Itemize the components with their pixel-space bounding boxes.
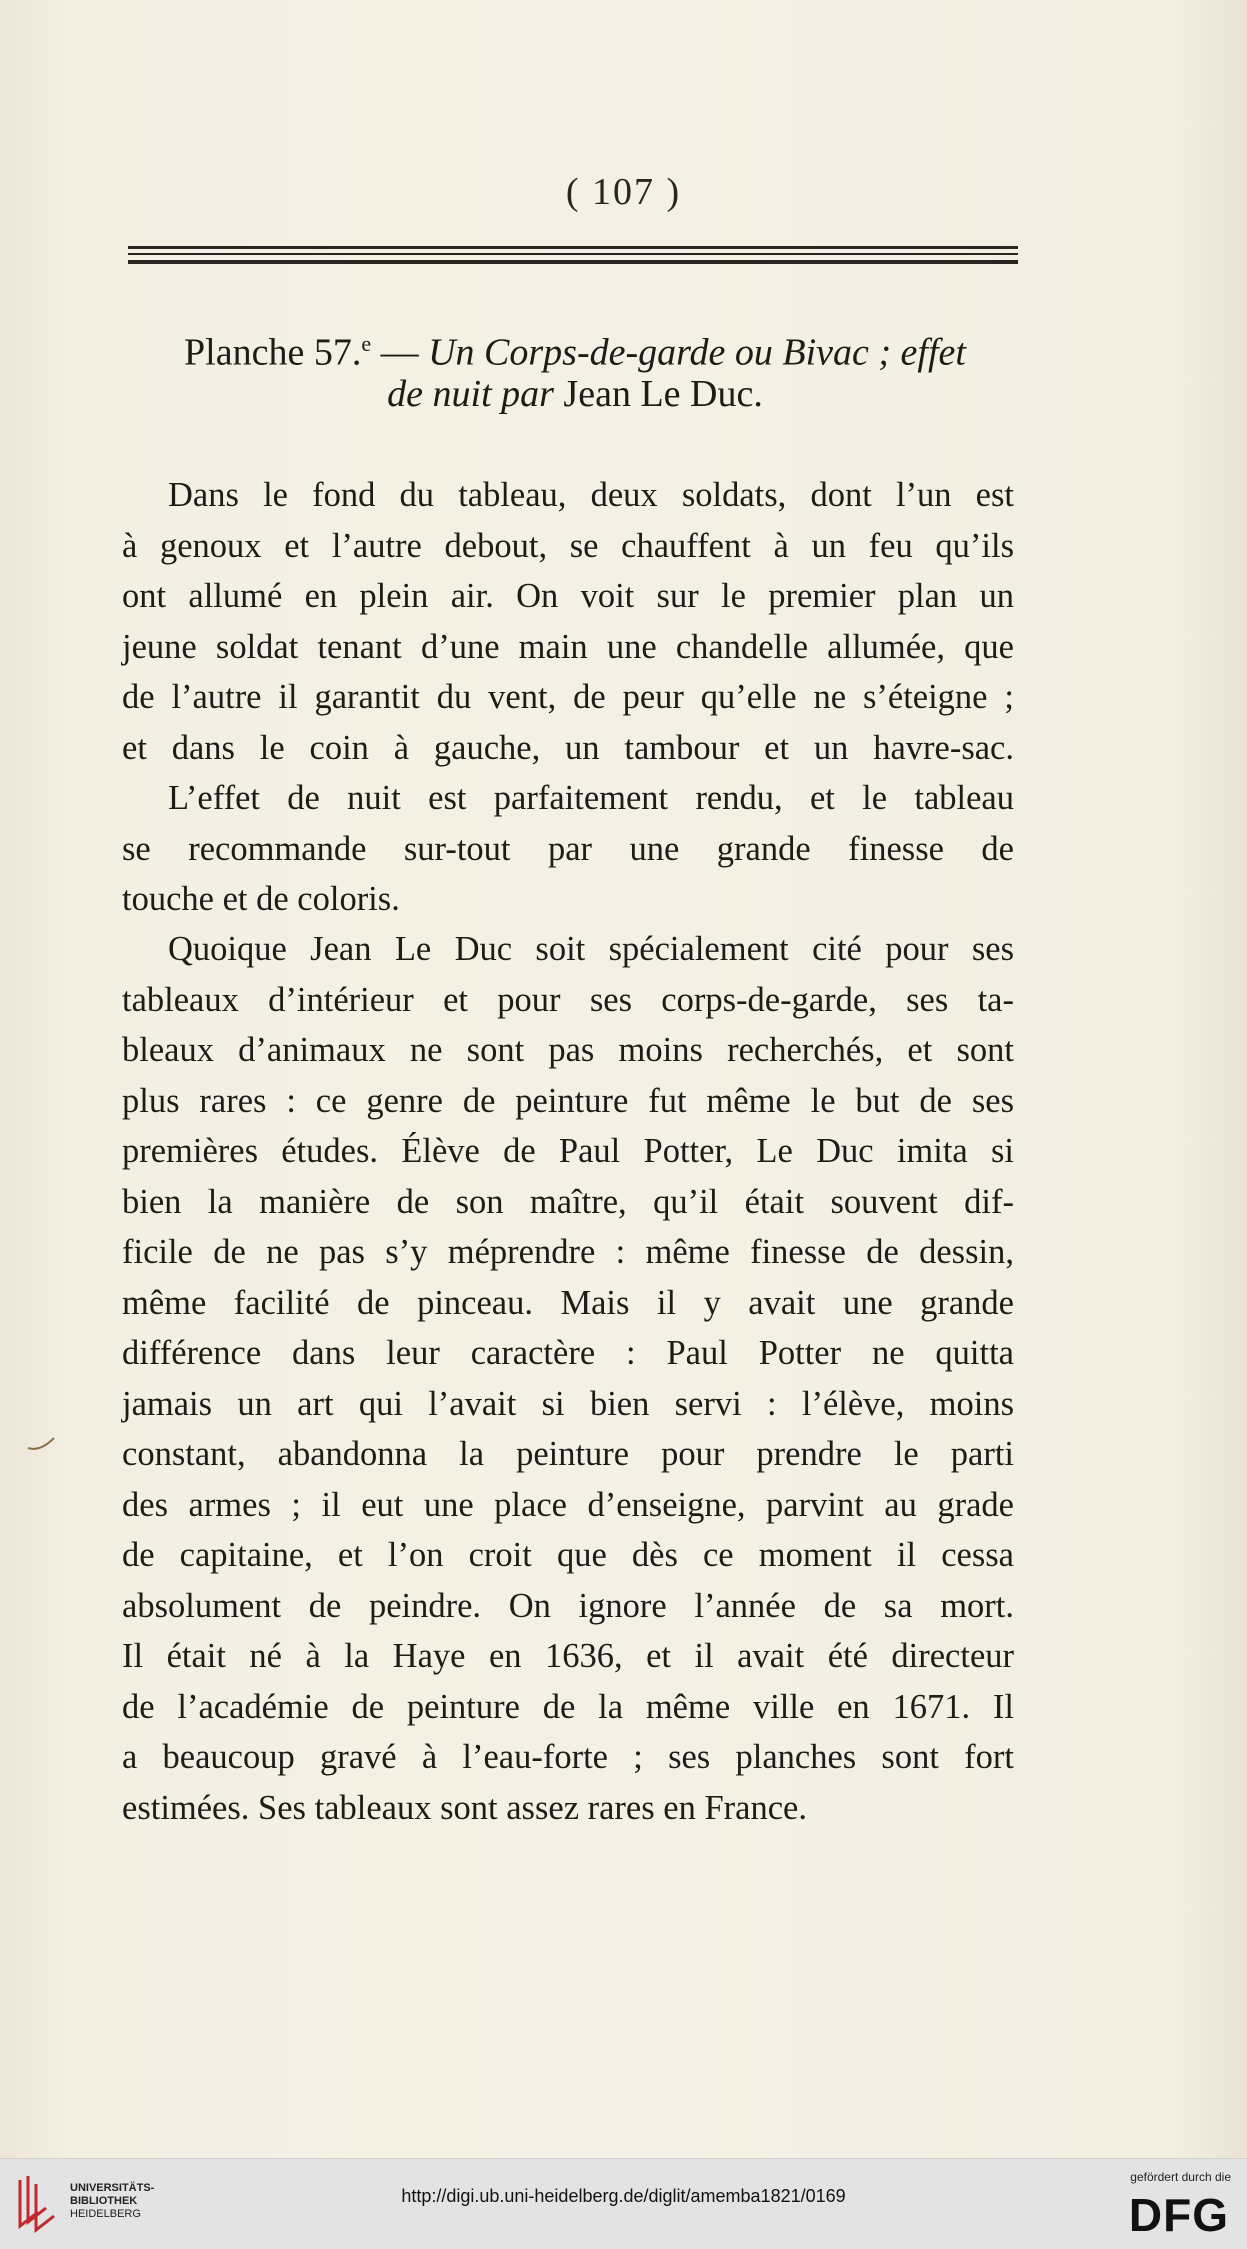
paragraph-description [122,470,1014,773]
text-line: jamais un art qui l’avait si bien servi : l’élève, moins [122,1384,1014,1423]
text-line: Il était né à la Haye en 1636, et il avait été directeur [122,1637,1014,1675]
pencil-mark-icon [26,1434,56,1454]
text-line: des armes ; il eut une place d’enseigne, parvint au grade [122,1485,1014,1524]
text-line: L’effet de nuit est parfaitement rendu, et le tableau [168,779,1014,817]
title-dash: — [371,331,429,374]
plate-title-line-2 [120,369,1030,420]
text-line: ficile de ne pas s’y méprendre : même finesse de dessin, [122,1233,1014,1271]
text-line: Dans le fond du tableau, deux soldats, dont l’un est [168,476,1014,514]
text-line: absolument de peindre. On ignore l’année de sa mort. [122,1586,1014,1625]
header-rule-bottom [128,260,1018,264]
text-line: jeune soldat tenant d’une main une chandelle allumée, que [122,627,1014,666]
text-line: même facilité de pinceau. Mais il y avait une grande [122,1283,1014,1322]
plate-label: Planche 57. [184,331,362,374]
text-line: de l’autre il garantit du vent, de peur qu’elle ne s’éteigne ; [122,678,1014,716]
text-line: plus rares : ce genre de peinture fut même le but de ses [122,1081,1014,1120]
text-line: différence dans leur caractère : Paul Potter ne quitta [122,1334,1014,1372]
text-line: se recommande sur-tout par une grande finesse de [122,829,1014,868]
page-number: ( 107 ) [565,171,682,213]
funding-note: gefördert durch die [1130,2170,1231,2184]
plate-subject: Un Corps-de-garde ou Bivac ; effet [428,331,966,374]
library-name-line-2: BIBLIOTHEK [70,2195,138,2207]
margin-pencil-mark [26,1428,56,1462]
permalink-url[interactable]: http://digi.ub.uni-heidelberg.de/diglit/amemba1821/0169 [401,2186,846,2206]
text-line: premières études. Élève de Paul Potter, Le Duc imita si [122,1132,1014,1170]
paragraph-effect [122,773,1014,925]
text-line: à genoux et l’autre debout, se chauffent à un feu qu’ils [122,526,1014,565]
text-line: estimées. Ses tableaux sont assez rares en France. [122,1788,807,1827]
library-name-line-3: HEIDELBERG [70,2208,141,2220]
text-line: a beaucoup gravé à l’eau-forte ; ses planches sont fort [122,1738,1014,1776]
text-line: Quoique Jean Le Duc soit spécialement cité pour ses [168,930,1014,968]
dfg-logo: DFG [1128,2189,1229,2241]
text-line: tableaux d’intérieur et pour ses corps-de-garde, ses ta- [122,980,1014,1019]
plate-ordinal-suffix: e [361,331,372,356]
text-line: touche et de coloris. [122,880,400,918]
header-rule-top [128,246,1018,249]
text-line: de capitaine, et l’on croit que dès ce moment il cessa [122,1536,1014,1574]
text-line: de l’académie de peinture de la même ville en 1671. Il [122,1687,1014,1726]
plate-artist: Jean Le Duc. [553,373,763,415]
text-line: bleaux d’animaux ne sont pas moins recherchés, et sont [122,1031,1014,1069]
text-line: constant, abandonna la peinture pour prendre le parti [122,1435,1014,1473]
header-rule-middle [128,253,1018,255]
text-line: bien la manière de son maître, qu’il était souvent dif- [122,1182,1014,1221]
library-name-line-1: UNIVERSITÄTS- [70,2182,155,2194]
paragraph-biography [122,924,1014,1833]
text-line: ont allumé en plein air. On voit sur le premier plan un [122,577,1014,615]
plate-subject-continued: de nuit par [387,373,554,415]
text-line: et dans le coin à gauche, un tambour et un havre-sac. [122,728,1014,767]
